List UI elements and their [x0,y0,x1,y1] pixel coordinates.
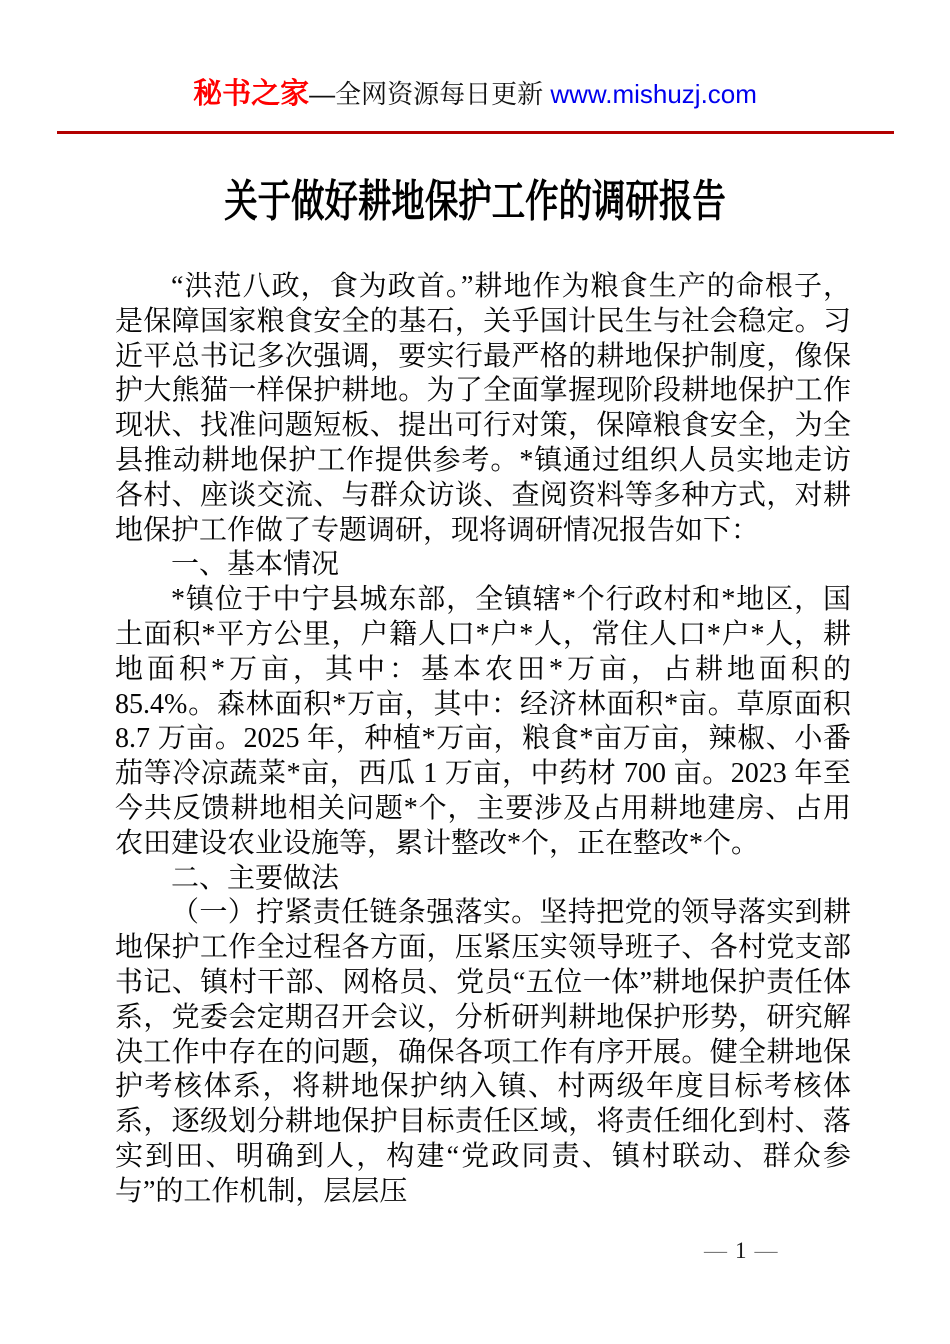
page-number-value: 1 [735,1238,749,1263]
site-header [0,78,950,110]
site-tagline: —全网资源每日更新 [309,79,551,109]
paragraph-main-practices: （一）拧紧责任链条强落实。坚持把党的领导落实到耕地保护工作全过程各方面，压紧压实领导班子、各村党支部书记、镇村干部、网格员、党员“五位一体”耕地保护责任体系，党委会定期召开会议，分析研判耕地保护形势，研究解决工作中存在的问题，确保各项工作有序开展。健全耕地保护考核体系，将耕地保护纳入镇、村两级年度目标考核体系，逐级划分耕地保护目标责任区域，将责任细化到村、落实到田、明确到人，构建“党政同责、镇村联动、群众参与”的工作机制，层层压 [115,897,851,1207]
header-divider-rule [57,131,894,134]
paragraph-basic-situation: *镇位于中宁县城东部，全镇辖*个行政村和*地区，国土面积*平方公里，户籍人口*户*人，常住人口*户*人，耕地面积*万亩，其中：基本农田*万亩，占耕地面积的 85.4%。森林面积*万亩，其中：经济林面积*亩。草原面积 8.7 万亩。2025 年，种植*万亩，粮食*亩万亩，辣椒、小番茄等冷凉蔬菜*亩，西瓜 1 万亩，中药材 700 亩。2023 年至今共反馈耕地相关问题*个，主要涉及占用耕地建房、占用农田建设农业设施等，累计整改*个，正在整改*个。 [115,584,851,859]
page-number-dash-left: — [704,1238,729,1263]
page-number-dash-right: — [754,1238,780,1263]
site-url-link[interactable]: www.mishuzj.com [550,79,757,109]
section-heading-main-practices: 二、主要做法 [171,862,340,894]
section-heading-basic-situation: 一、基本情况 [171,549,340,581]
paragraph-intro: “洪范八政，食为政首。”耕地作为粮食生产的命根子，是保障国家粮食安全的基石，关乎国计民生与社会稳定。习近平总书记多次强调，要实行最严格的耕地保护制度，像保护大熊猫一样保护耕地。为了全面掌握现阶段耕地保护工作现状、找准问题短板、提出可行对策，保障粮食安全，为全县推动耕地保护工作提供参考。*镇通过组织人员实地走访各村、座谈交流、与群众访谈、查阅资料等多种方式，对耕地保护工作做了专题调研，现将调研情况报告如下： [115,271,851,546]
document-body [115,270,851,1210]
site-brand: 秘书之家 [193,78,310,110]
document-title: 关于做好耕地保护工作的调研报告 [224,177,726,226]
page-number [698,1238,786,1264]
